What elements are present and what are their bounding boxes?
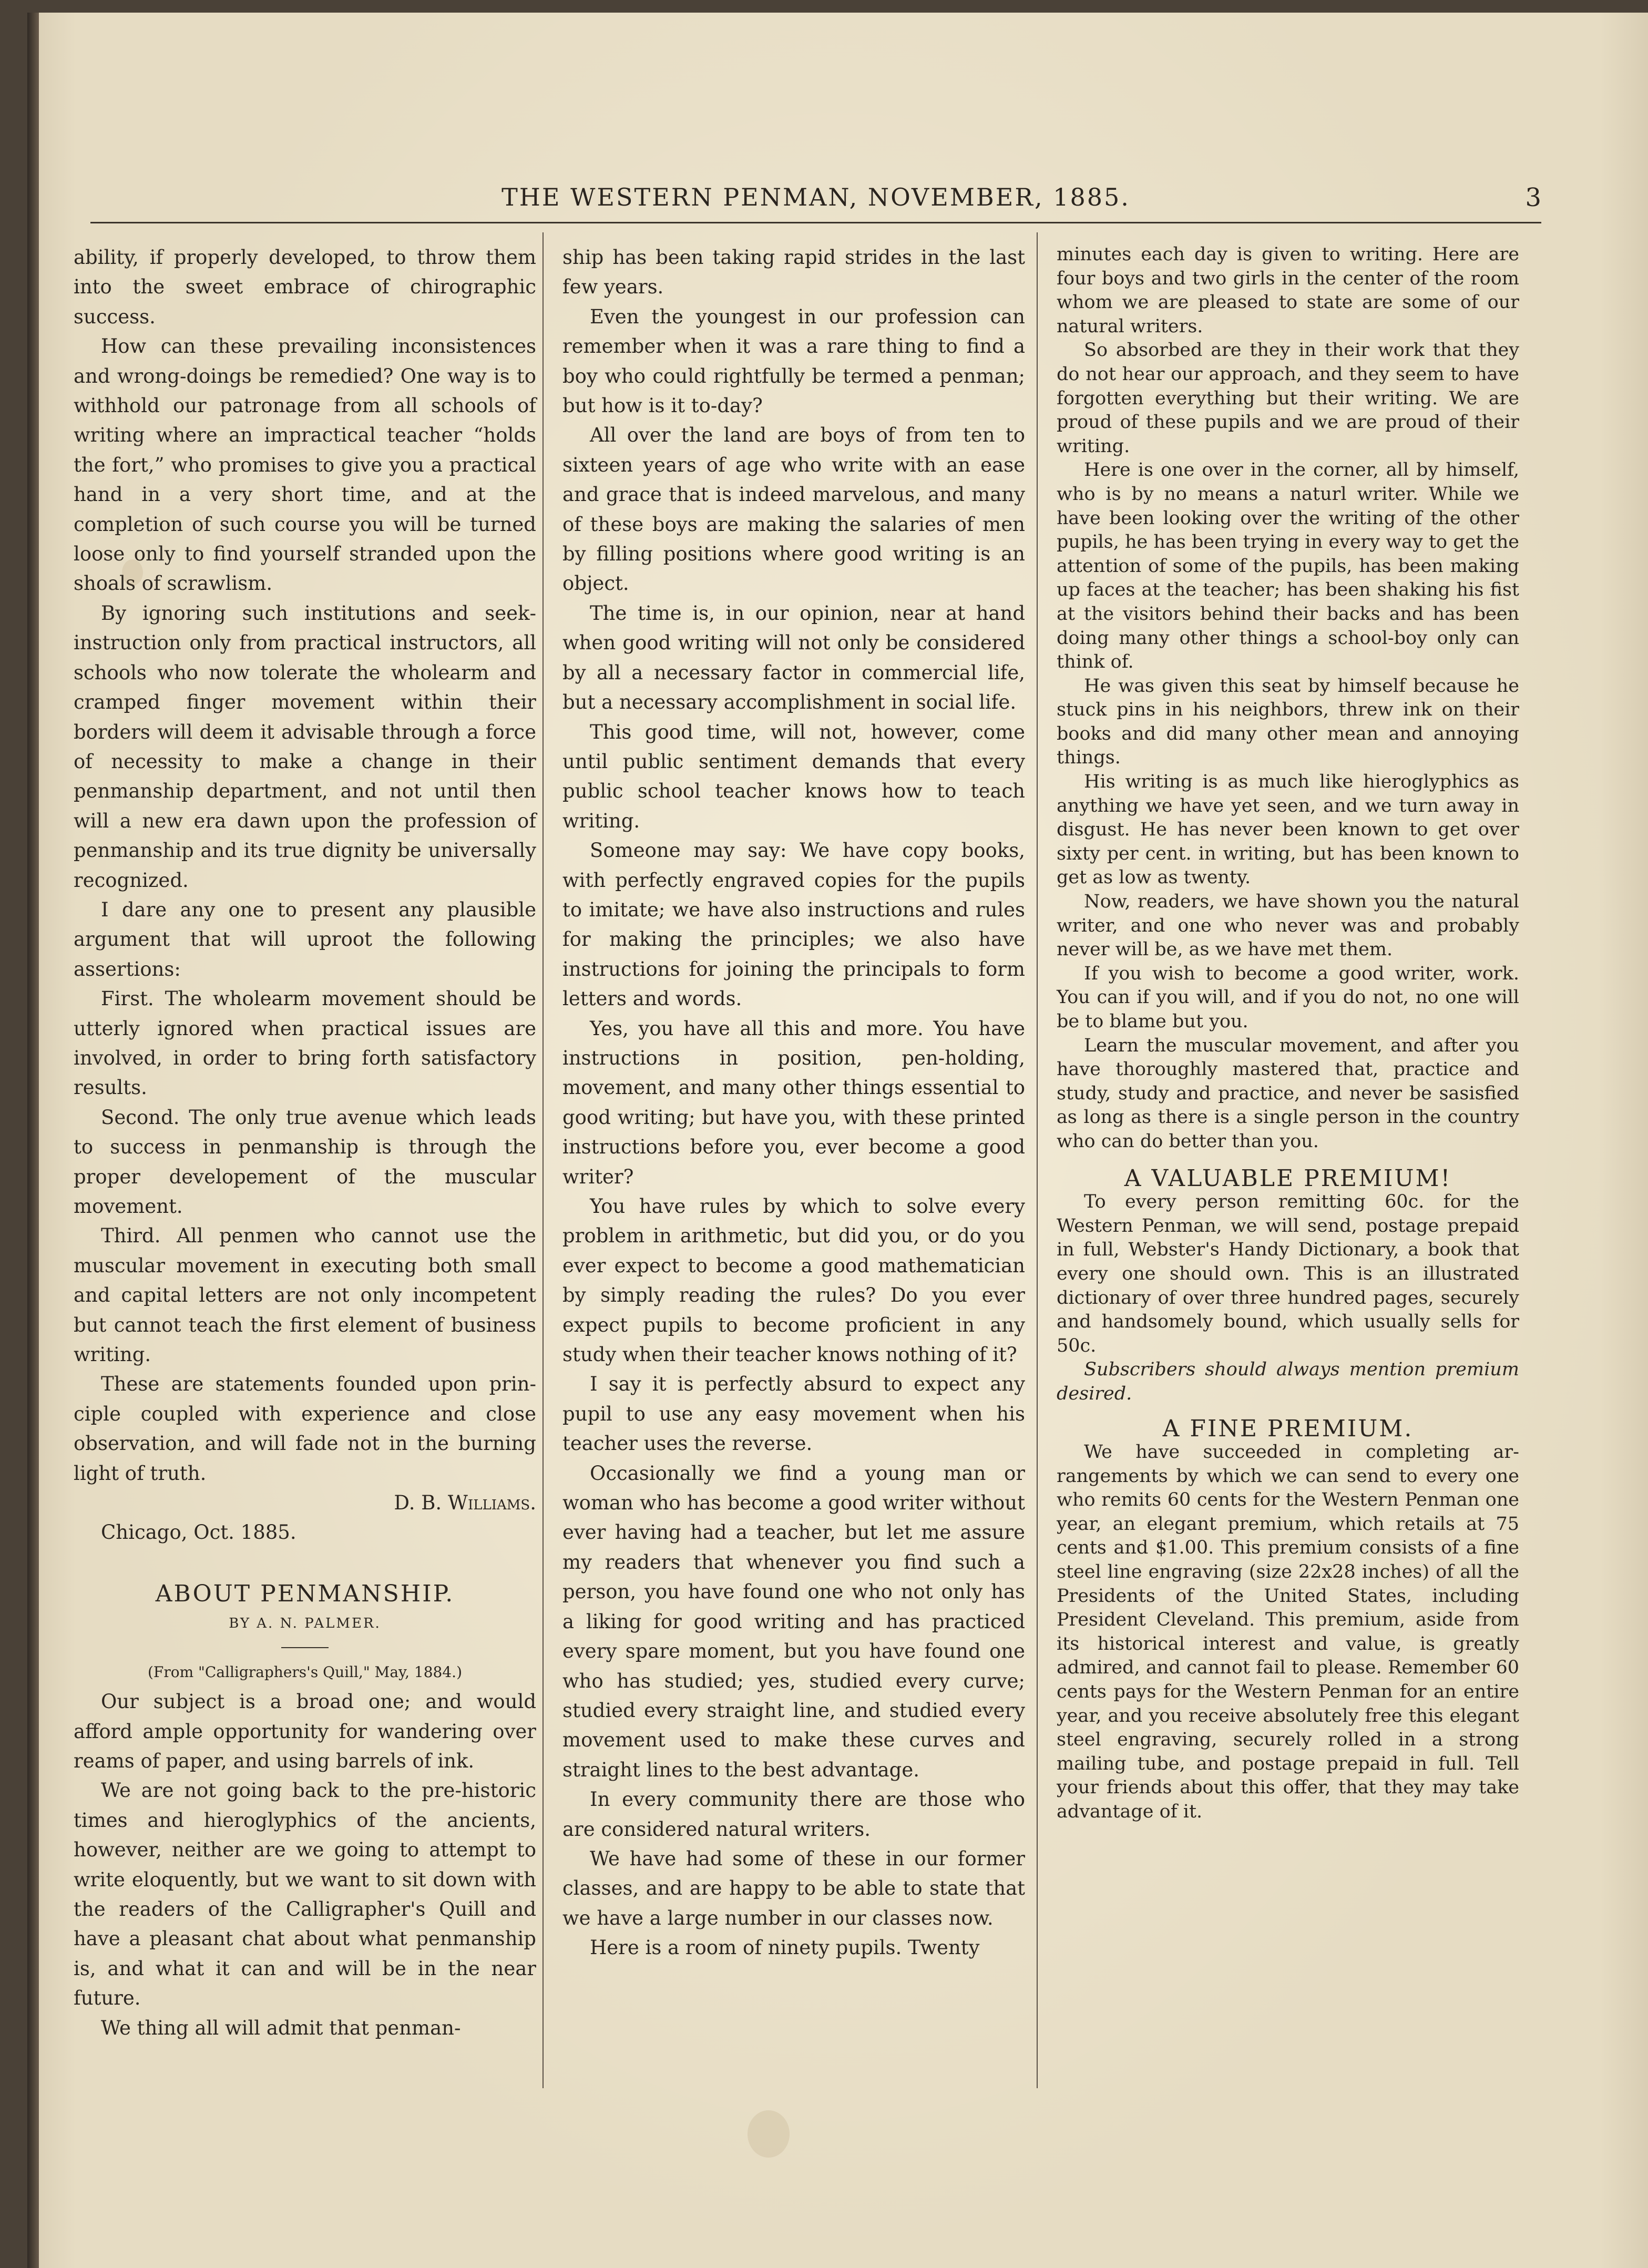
col2-paragraph: Even the youngest in our profession can remember when it was a rare thing to find a boy who could rightfully be termed a penman; but how is it to-day? xyxy=(562,305,1025,417)
signature-row xyxy=(74,1488,536,1518)
col3-paragraph: So absorbed are they in their work that they do not hear our approach, and they seem to have forgotten everything but their writing. We are proud of these pupils and we are proud of their writing. xyxy=(1057,340,1519,457)
col1-paragraph: By ignoring such institutions and seekinstruction only from practical instructors, all schools who now tolerate the wholearm and cramped finger movement within their borders will deem it advisable through a force of necessity to make a change in their penmanship department, and not until then will a new era dawn upon the profession of penmanship and its true dignity be universally recognized. xyxy=(74,601,536,892)
premium-text: To every person remitting 60c. for the Western Penman, we will send, postage prepaid in full, Webster's Handy Dictionary, a book that every one should own. This is an illustrated dictionary of over three hundred pages, securely and handsomely bound, which usually sells for 50c. xyxy=(1057,1191,1519,1356)
article-byline: BY A. N. PALMER. xyxy=(229,1616,381,1632)
column-2 xyxy=(562,243,1025,1963)
binding-shadow xyxy=(27,13,39,2268)
col2-paragraph: Here is a room of ninety pupils. Twenty xyxy=(590,1936,980,1959)
col3-paragraph: He was given this seat by himself because he stuck pins in his neighbors, threw ink on their books and did many other mean and annoying things. xyxy=(1057,675,1519,769)
running-header xyxy=(90,180,1541,223)
col1-paragraph: We thing all will admit that penman- xyxy=(101,2016,461,2039)
col3-paragraph: Here is one over in the corner, all by himself, who is by no means a naturl writer. While we have been looking over the writing of the other pupils, he has been trying in every way to get the attention of some of the pupils, has been making up faces at the teacher; has been shaking his fist at the visitors behind their backs and has been doing many other things a school-boy only can think of. xyxy=(1057,459,1519,673)
paper-stain xyxy=(748,2110,790,2158)
running-title: THE WESTERN PENMAN, NOVEMBER, 1885. xyxy=(501,183,1130,211)
source-note: (From "Calligraphers's Quill," May, 1884.) xyxy=(147,1663,463,1681)
col2-paragraph: All over the land are boys of from ten to sixteen years of age who write with an ease and grace that is indeed marvelous, and many of these boys are making the salaries of men by filling positions where good writing is an object. xyxy=(562,424,1025,595)
col2-paragraph: We have had some of these in our former classes, and are happy to be able to state that we have a large number in our classes now. xyxy=(562,1847,1025,1929)
col1-paragraph: First. The wholearm movement should be utterly ignored when practical issues are involved, in order to bring forth satisfactory results. xyxy=(74,987,536,1099)
col2-paragraph: Someone may say: We have copy books, with perfectly engraved copies for the pupils to imitate; we have also instructions and rules for making the principles; we also have instructions for joining the principals to form letters and words. xyxy=(562,839,1025,1010)
col1-paragraph: ability, if properly developed, to throw them into the sweet embrace of chirographic success. xyxy=(74,246,536,328)
title-rule xyxy=(281,1647,329,1648)
col3-paragraph: If you wish to become a good writer, work. You can if you will, and if you do not, no one will be to blame but you. xyxy=(1057,963,1519,1032)
col3-paragraph: Learn the muscular movement, and after you have thoroughly mastered that, practice and study, study and practice, and never be sasisfied as long as there is a single person in the country who can do better than you. xyxy=(1057,1035,1519,1152)
paper-stain xyxy=(122,559,143,586)
col3-paragraph: minutes each day is given to writing. Here are four boys and two girls in the center of the room whom we are pleased to state are some of our natural writers. xyxy=(1057,244,1519,337)
col2-paragraph: This good time, will not, however, come until public sentiment demands that every public school teacher knows how to teach writing. xyxy=(562,720,1025,832)
premium-text: We have succeeded in completing arrangements by which we can send to every one who remits 60 cents for the Western Penman one year, an elegant premium, which retails at 75 cents and $1.00. This premium consists of a fine steel line engraving (size 22x28 inches) of all the Presidents of the United States, including President Cleveland. This premium, aside from its historical interest and value, is greatly admired, and cannot fail to please. Remember 60 cents pays for the Western Penman for an entire year, and you receive absolutely free this elegant steel engraving, securely rolled in a strong mailing tube, and postage prepaid in full. Tell your friends about this offer, that they may take advantage of it. xyxy=(1057,1442,1519,1822)
column-rule-1 xyxy=(542,232,544,2088)
page-number: 3 xyxy=(1525,183,1541,212)
col1-paragraph: How can these prevailing inconsistences and wrong-doings be remedied? One way is to withhold our patronage from all schools of writing where an impractical teacher “holds the fort,” who promises to give you a practical hand in a very short time, and at the completion of such course you will be turned loose only to find yourself stranded upon the shoals of scrawlism. xyxy=(74,335,536,595)
col2-paragraph: The time is, in our opinion, near at hand when good writing will not only be considered by all a necessary factor in commercial life, but a necessary accomplishment in social life. xyxy=(562,601,1025,714)
column-rule-2 xyxy=(1037,232,1038,2088)
column-3 xyxy=(1057,243,1519,1824)
article-title: ABOUT PENMANSHIP. xyxy=(155,1580,455,1607)
col3-paragraph: Now, readers, we have shown you the natural writer, and one who never was and probably never will be, as we have met them. xyxy=(1057,891,1519,961)
newspaper-page xyxy=(27,13,1648,2268)
col2-paragraph: In every community there are those who are considered natural writers. xyxy=(562,1788,1025,1841)
col3-paragraph: His writing is as much like hieroglyphics as anything we have yet seen, and we turn away in disgust. He has never been known to get over sixty per cent. in writing, but has been known to get as low as twenty. xyxy=(1057,771,1519,888)
col1-paragraph: These are statements founded upon principle coupled with experience and close observation, and will fade not in the burning light of truth. xyxy=(74,1373,536,1485)
col2-paragraph: ship has been taking rapid strides in the last few years. xyxy=(562,246,1025,299)
col1-paragraph: Our subject is a broad one; and would afford ample opportunity for wandering over reams of paper, and using barrels of ink. xyxy=(74,1690,536,1772)
premium-title: A VALUABLE PREMIUM! xyxy=(1124,1164,1452,1192)
col1-paragraph: Third. All penmen who cannot use the muscular movement in executing both small and capital letters are not only incompetent but cannot teach the first element of business writing. xyxy=(74,1224,536,1366)
column-1 xyxy=(74,243,536,2043)
col2-paragraph: Occasionally we find a young man or woman who has become a good writer without ever having had a teacher, but let me assure my readers that whenever you find such a person, you have found one who not only has a liking for good writing and has practiced every spare moment, but you have found one who has studied; yes, studied every curve; studied every straight line, and studied every movement used to make these curves and straight lines to the best advantage. xyxy=(562,1462,1025,1781)
premium-note: Subscribers should always mention premium desired. xyxy=(1057,1359,1519,1404)
col2-paragraph: Yes, you have all this and more. You have instructions in position, pen-holding, movement, and many other things essential to good writing; but have you, with these printed instructions before you, ever become a good writer? xyxy=(562,1017,1025,1188)
col1-paragraph: We are not going back to the pre-historic times and hieroglyphics of the ancients, however, neither are we going to attempt to write eloquently, but we want to sit down with the readers of the Calligrapher's Quill and have a pleasant chat about what penmanship is, and what it can and will be in the near future. xyxy=(74,1779,536,2010)
col2-paragraph: You have rules by which to solve every problem in arithmetic, but did you, or do you ever expect to become a good mathematician by simply reading the rules? Do you ever expect pupils to become proficient in any study when their teacher knows nothing of it? xyxy=(562,1195,1025,1366)
author-signature: D. B. Williams. xyxy=(394,1491,536,1515)
col1-paragraph: Second. The only true avenue which leads to success in penmanship is through the proper developement of the muscular movement. xyxy=(74,1106,536,1218)
col2-paragraph: I say it is perfectly absurd to expect any pupil to use any easy movement when his teacher uses the reverse. xyxy=(562,1373,1025,1455)
col1-paragraph: I dare any one to present any plausible argument that will uproot the following assertions: xyxy=(74,898,536,980)
dateline: Chicago, Oct. 1885. xyxy=(101,1521,296,1544)
premium-title: A FINE PREMIUM. xyxy=(1162,1415,1414,1442)
